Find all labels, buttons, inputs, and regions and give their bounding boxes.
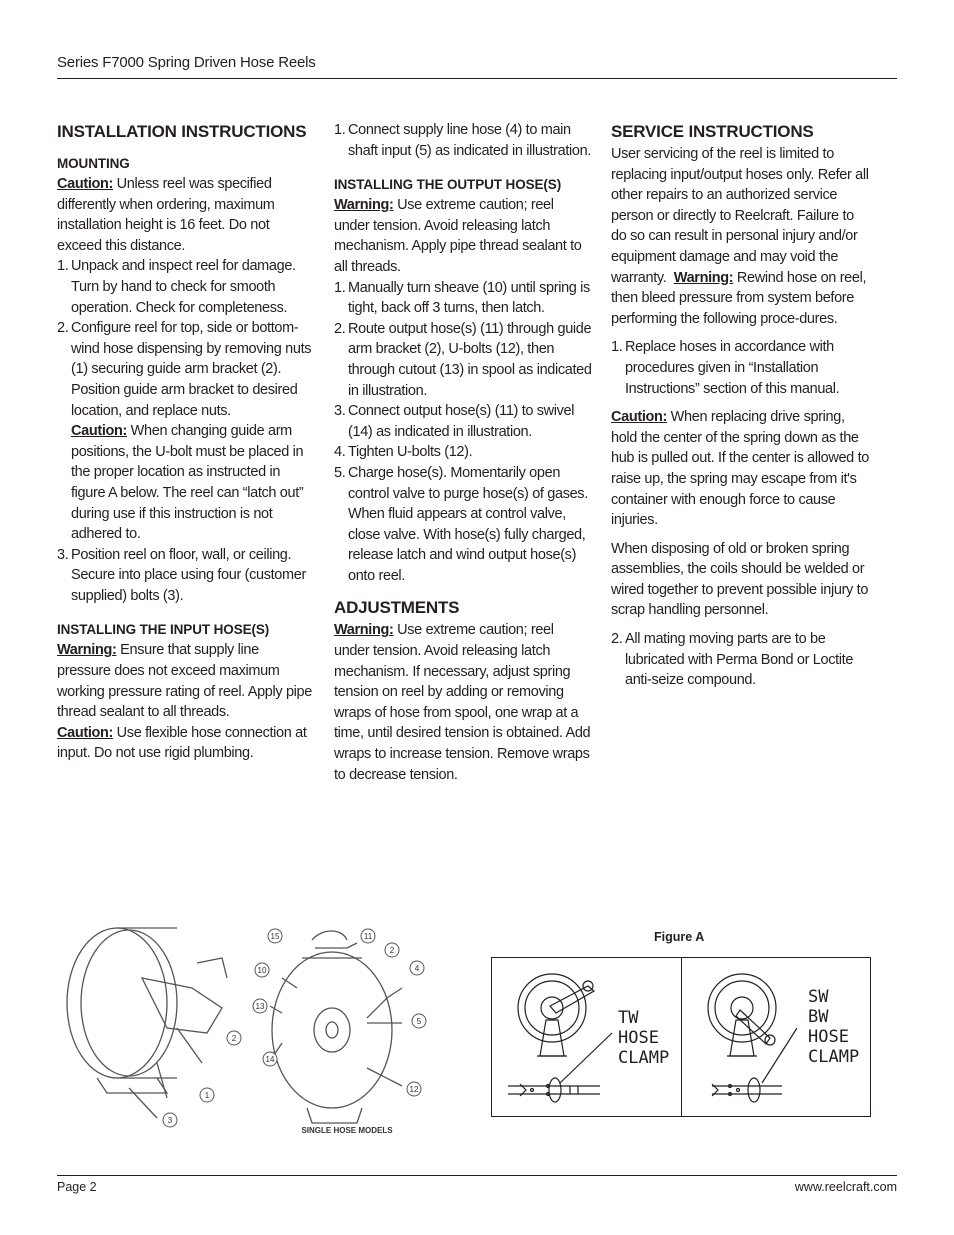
page-number: Page 2 [57, 1180, 97, 1194]
label-line: TW [618, 1008, 639, 1028]
list-item [334, 120, 592, 161]
disposal-text: When disposing of old or broken spring assemblies, the coils should be welded or wired together to prevent possible injury to scrap handling personnel. [611, 540, 869, 619]
guide-arm-bracket [142, 978, 222, 1033]
list-item [334, 442, 592, 463]
list-item [57, 318, 315, 421]
svg-text:5: 5 [416, 1017, 422, 1026]
figure-a-caption: Figure A [654, 930, 705, 944]
step-text: Configure reel for top, side or bottom-wind hose dispensing by removing nuts (1) securing guide arm bracket (2). Position guide arm bracket to desired location, and replace nuts. [71, 320, 312, 419]
service-heading: SERVICE INSTRUCTIONS [611, 122, 814, 141]
service-intro [611, 144, 869, 329]
step-number: 3. [57, 546, 69, 563]
column-installation [57, 120, 315, 764]
step-text: Connect output hose(s) (11) to swivel (14) as indicated in illustration. [348, 403, 575, 440]
callout-15 [268, 929, 282, 943]
adjustments-heading: ADJUSTMENTS [334, 598, 460, 618]
list-item [334, 401, 592, 442]
input-steps [334, 120, 592, 161]
service-steps-cont [611, 629, 869, 691]
caution-text: Unless reel was specified differently when ordering, maximum installation height is 16 feet. Do not exceed this distance. [57, 176, 275, 254]
intro-text: User servicing of the reel is limited to replacing input/output hoses only. Refer all other repairs to an authorized service person or directly to Reelcraft. Failure to do so can result in personal injury and/or equipment damage and may void the warranty. [611, 146, 869, 286]
output-warning [334, 195, 592, 277]
svg-text:1: 1 [204, 1091, 210, 1100]
caution-text: Use flexible hose connection at input. Do not use rigid plumbing. [57, 724, 307, 762]
svg-text:2: 2 [389, 946, 395, 955]
svg-text:3: 3 [167, 1116, 173, 1125]
spring-caution [611, 407, 869, 531]
callout-5 [412, 1014, 426, 1028]
warning-label: Warning: [334, 622, 394, 639]
label-line: CLAMP [808, 1047, 860, 1067]
callout-13 [253, 999, 267, 1013]
list-item [334, 319, 592, 401]
callout-3 [163, 1113, 177, 1127]
caution-label: Caution: [57, 724, 113, 741]
step-text: Charge hose(s). Momentarily open control valve to purge hose(s) of gases. When fluid appears at control valve, close valve. With hose(s) fully charged, release latch and wind output hose(s) onto reel. [348, 464, 588, 584]
illustration-caption: SINGLE HOSE MODELS [301, 1126, 393, 1135]
label-line: CLAMP [618, 1048, 670, 1068]
svg-text:15: 15 [270, 932, 280, 941]
mounting-steps [57, 256, 315, 421]
label-line: SW [808, 987, 829, 1007]
callout-14 [263, 1052, 277, 1066]
svg-text:12: 12 [409, 1085, 419, 1094]
caution-text: When changing guide arm positions, the U-bolt must be placed in the proper location as instructed in figure A below. The reel can “latch out” during use if this instruction is not adhered to. [71, 423, 304, 543]
svg-text:4: 4 [414, 964, 420, 973]
header-rule [57, 78, 897, 79]
reel-flange-right [272, 952, 392, 1108]
list-item [334, 463, 592, 587]
warning-text: Use extreme caution; reel under tension. Avoid releasing latch mechanism. Apply pipe thread sealant to all threads. [334, 197, 582, 275]
figure-a-box [491, 957, 871, 1117]
svg-text:11: 11 [363, 932, 373, 941]
step-text: Connect supply line hose (4) to main shaft input (5) as indicated in illustration. [348, 122, 591, 159]
step-number: 5. [334, 464, 346, 481]
svg-text:10: 10 [257, 966, 267, 975]
step-number: 2. [611, 631, 623, 648]
caution-label: Caution: [71, 423, 127, 440]
step-number: 2. [57, 320, 69, 337]
warning-label: Warning: [57, 642, 117, 659]
step-text: Manually turn sheave (10) until spring is tight, back off 3 turns, then latch. [348, 279, 590, 317]
warning-text: Ensure that supply line pressure does not exceed maximum working pressure rating of reel. Apply pipe thread sealant to all threads. [57, 642, 312, 721]
callout-1 [200, 1088, 214, 1102]
mounting-heading: MOUNTING [57, 156, 130, 171]
caution-text: When replacing drive spring, hold the center of the spring down as the hub is pulled out. If the center is allowed to raise up, the spring may escape from it's container with enough force to cause injuries. [611, 409, 869, 529]
column-hoses [334, 120, 592, 785]
warning-text: Rewind hose on reel, then bleed pressure from system before performing the following proce-dures. [611, 269, 867, 327]
input-hose-heading: INSTALLING THE INPUT HOSE(S) [57, 622, 270, 638]
callout-11 [361, 929, 375, 943]
callout-2b [227, 1031, 241, 1045]
callout-2 [385, 943, 399, 957]
warning-label: Warning: [334, 197, 394, 214]
step-number: 1. [57, 258, 69, 275]
footer-url: www.reelcraft.com [794, 1180, 897, 1194]
reel-base-right [307, 1108, 362, 1123]
column-service [611, 120, 869, 691]
adjustments-warning [334, 620, 592, 785]
page-header-title: Series F7000 Spring Driven Hose Reels [57, 54, 316, 71]
mounting-caution [57, 174, 315, 256]
caution-label: Caution: [57, 176, 113, 192]
label-line: HOSE [618, 1028, 659, 1048]
step-number: 1. [334, 279, 346, 296]
reel-hub [314, 1008, 350, 1052]
reel-flange-left [67, 928, 167, 1078]
step-text: Tighten U-bolts (12). [348, 444, 473, 461]
mounting-steps-cont [57, 545, 315, 607]
list-item [334, 278, 592, 319]
input-warning [57, 640, 315, 722]
step2-caution [57, 421, 315, 545]
callout-12 [407, 1082, 421, 1096]
step-number: 4. [334, 444, 346, 461]
reel-exploded-illustration [57, 918, 432, 1140]
callout-4 [410, 961, 424, 975]
callout-10 [255, 963, 269, 977]
caution-label: Caution: [611, 409, 667, 426]
list-item [57, 256, 315, 318]
figure-a-right-label [808, 987, 859, 1067]
step-text: Unpack and inspect reel for damage. Turn by hand to check for smooth operation. Check for completeness. [71, 258, 296, 316]
svg-text:13: 13 [255, 1002, 265, 1011]
list-item [57, 545, 315, 607]
step-number: 3. [334, 403, 346, 420]
output-hose-heading: INSTALLING THE OUTPUT HOSE(S) [334, 177, 562, 193]
footer-rule [57, 1175, 897, 1176]
warning-text: Use extreme caution; reel under tension. Avoid releasing latch mechanism. If necessary, adjust spring tension on reel by adding or removing wraps of hose from spool, one wrap at a time, until desired tension is obtained. Add wraps to increase tension. Remove wraps to decrease tension. [334, 622, 591, 783]
step-number: 2. [334, 320, 346, 337]
figure-a-left-label [618, 1008, 669, 1068]
step-text: Route output hose(s) (11) through guide arm bracket (2), U-bolts (12), then through cutout (13) in spool as indicated in illustration. [348, 320, 592, 399]
svg-text:14: 14 [265, 1055, 275, 1064]
step-text: All mating moving parts are to be lubricated with Perma Bond or Loctite anti-seize compound. [625, 631, 854, 689]
step-number: 1. [334, 122, 346, 138]
label-line: BW [808, 1007, 829, 1027]
list-item [611, 629, 869, 691]
label-line: HOSE [808, 1027, 849, 1047]
step-text: Position reel on floor, wall, or ceiling. Secure into place using four (customer supplied) bolts (3). [71, 546, 306, 604]
list-item [611, 337, 869, 399]
svg-text:2: 2 [231, 1034, 237, 1043]
service-steps [611, 337, 869, 399]
step-text: Replace hoses in accordance with procedures given in “Installation Instructions” section of this manual. [625, 339, 840, 397]
installation-heading: INSTALLATION INSTRUCTIONS [57, 122, 307, 141]
output-steps [334, 278, 592, 587]
output-hose-loop [312, 931, 347, 940]
step-number: 1. [611, 339, 623, 356]
input-caution [57, 723, 315, 764]
reel-flange-inner [81, 930, 177, 1076]
warning-label: Warning: [673, 269, 734, 286]
